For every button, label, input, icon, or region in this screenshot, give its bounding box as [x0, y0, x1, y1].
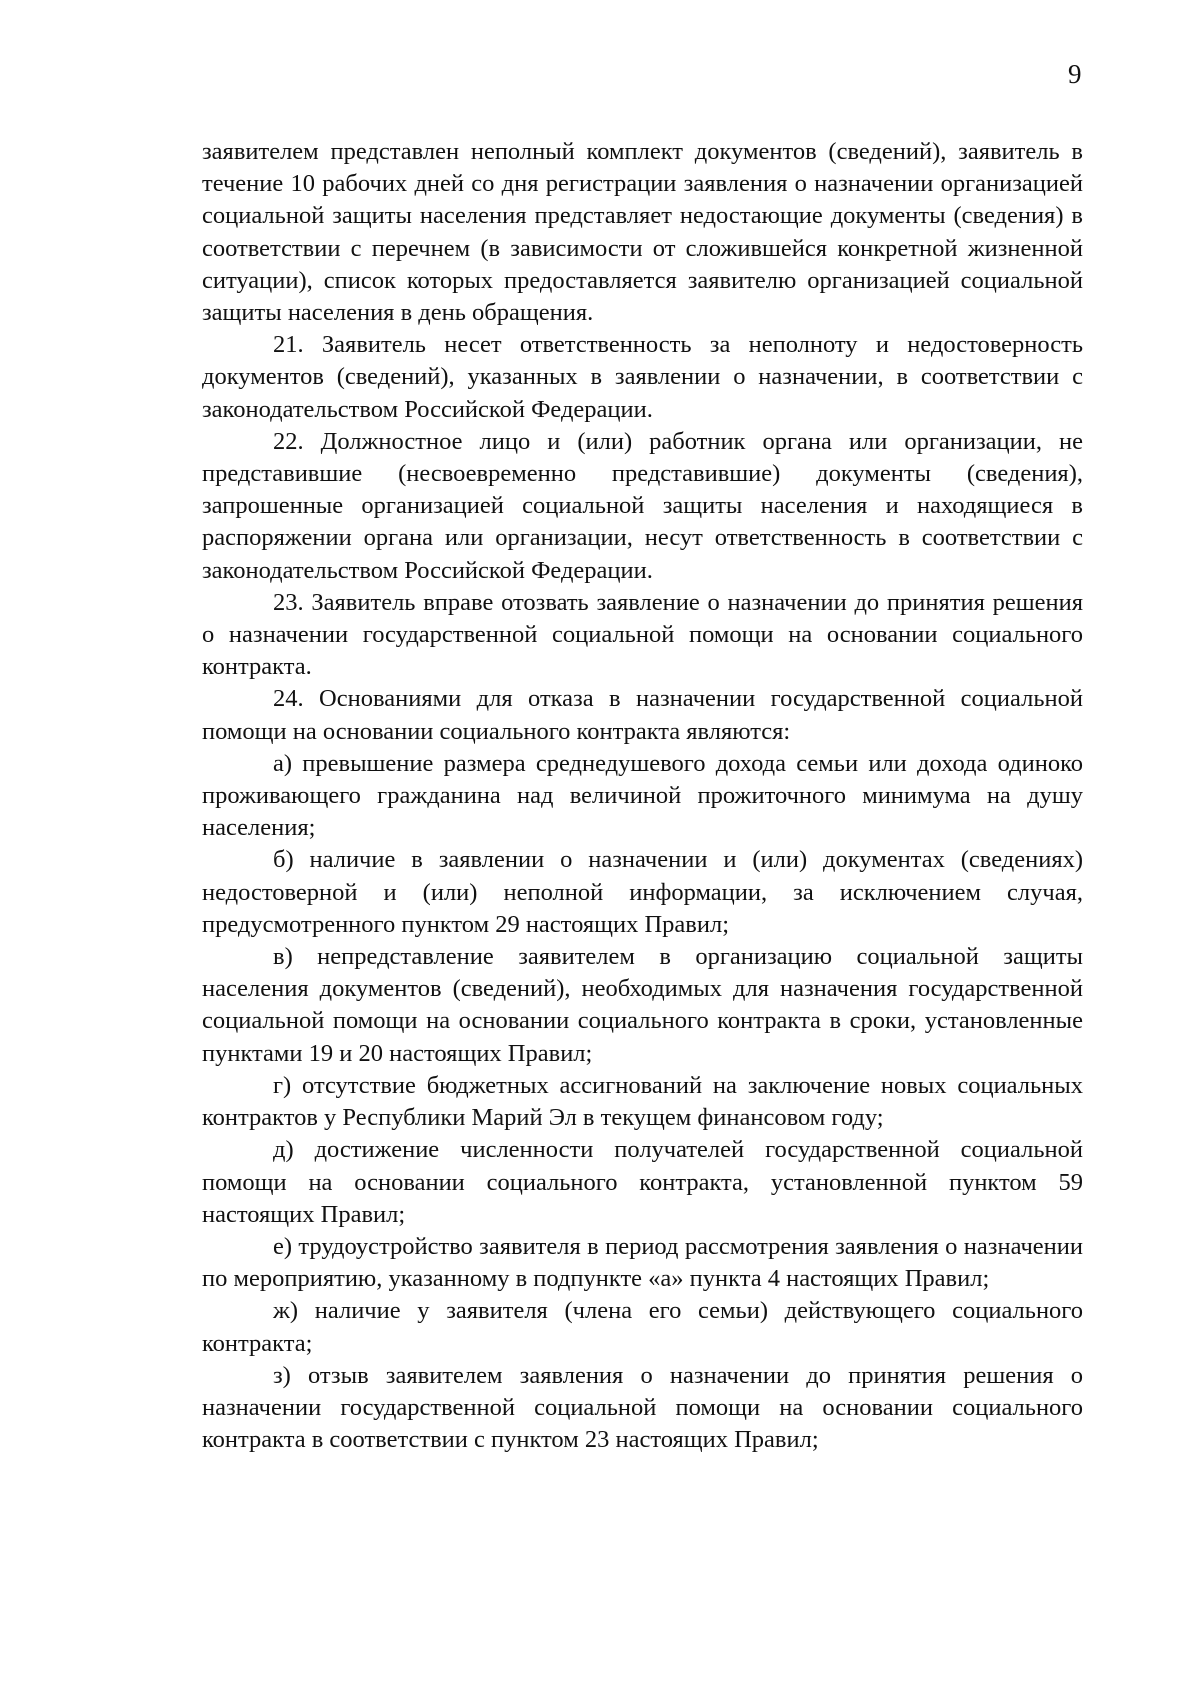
document-body	[202, 136, 1083, 1456]
paragraph-21: 21. Заявитель несет ответственность за неполноту и недостоверность документов (сведений), указанных в заявлении о назначении, в соответствии с законодательством Российской Федерации.	[202, 331, 1083, 423]
subitem-g: г) отсутствие бюджетных ассигнований на заключение новых социальных контрактов у Республики Марий Эл в текущем финансовом году;	[202, 1071, 1083, 1132]
subitem-a: а) превышение размера среднедушевого дохода семьи или дохода одиноко проживающего гражданина над величиной прожиточного минимума на душу населения;	[202, 749, 1083, 842]
subitem-b: б) наличие в заявлении о назначении и (или) документах (сведениях) недостоверной и (или) неполной информации, за исключением случая, предусмотренного пунктом 29 настоящих Правил;	[202, 846, 1083, 938]
paragraph-23: 23. Заявитель вправе отозвать заявление о назначении до принятия решения о назначении государственной социальной помощи на основании социального контракта.	[202, 588, 1083, 681]
page-number: 9	[1068, 59, 1082, 89]
paragraph-22: 22. Должностное лицо и (или) работник органа или организации, не представившие (несвоевременно представившие) документы (сведения), запрошенные организацией социальной защиты населения и находящиеся в распоряжении органа или организации, несут ответственность в соответствии с законодательством Российской Федерации.	[202, 427, 1083, 584]
paragraph-24: 24. Основаниями для отказа в назначении государственной социальной помощи на основании социального контракта являются:	[202, 685, 1083, 745]
subitem-v: в) непредставление заявителем в организацию социальной защиты населения документов (сведений), необходимых для назначения государственной социальной помощи на основании социального контракта в сроки, установленные пунктами 19 и 20 настоящих Правил;	[202, 943, 1083, 1067]
subitem-zh: ж) наличие у заявителя (члена его семьи) действующего социального контракта;	[202, 1297, 1083, 1357]
subitem-z: з) отзыв заявителем заявления о назначении до принятия решения о назначении государственной социальной помощи на основании социального контракта в соответствии с пунктом 23 настоящих Правил;	[202, 1361, 1083, 1454]
subitem-d: д) достижение численности получателей государственной социальной помощи на основании социального контракта, установленной пунктом 59 настоящих Правил;	[202, 1136, 1083, 1228]
paragraph-continuation: заявителем представлен неполный комплект документов (сведений), заявитель в течение 10 рабочих дней со дня регистрации заявления о назначении организацией социальной защиты населения представляет недостающие документы (сведения) в соответствии с перечнем (в зависимости от сложившейся конкретной жизненной ситуации), список которых предоставляется заявителю организацией социальной защиты населения в день обращения.	[202, 138, 1083, 327]
subitem-e: е) трудоустройство заявителя в период рассмотрения заявления о назначении по мероприятию, указанному в подпункте «а» пункта 4 настоящих Правил;	[202, 1232, 1083, 1293]
